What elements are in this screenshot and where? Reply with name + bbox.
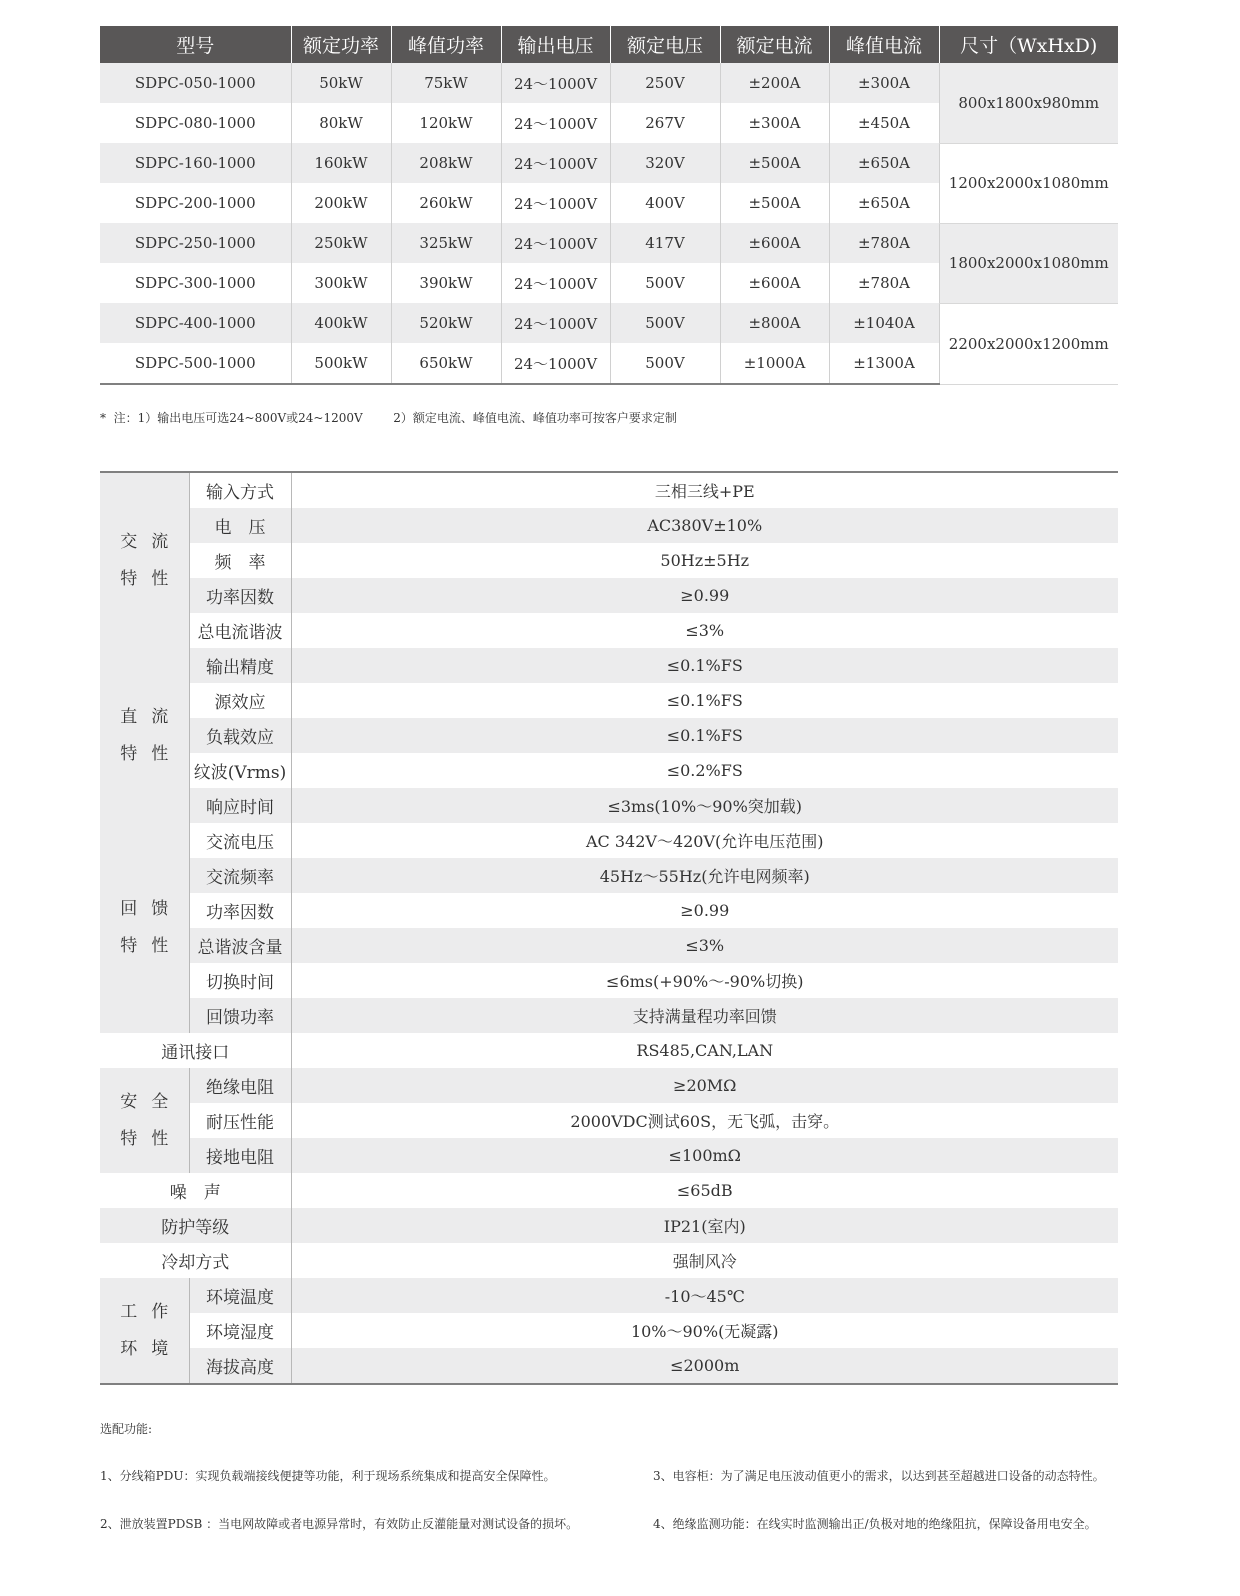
peak-power-cell: 390kW (391, 263, 501, 303)
size-cell: 1800x2000x1080mm (939, 223, 1118, 303)
peak-power-cell: 325kW (391, 223, 501, 263)
option-item: 4、绝缘监测功能：在线实时监测输出正/负极对地的绝缘阻抗，保障设备用电安全。 (653, 1517, 1097, 1531)
option-item: 2、泄放装置PDSB ：当电网故障或者电源异常时，有效防止反灌能量对测试设备的损坏。 (100, 1517, 579, 1531)
spec-row (100, 1173, 1118, 1208)
output-voltage-cell: 24～1000V (501, 63, 610, 103)
spec-row (100, 893, 1118, 928)
group-ac-label: 交流 特性 (100, 472, 189, 648)
spec-row (100, 1138, 1118, 1173)
rated-current-cell: ±500A (720, 183, 829, 223)
header-model: 型号 (100, 26, 291, 63)
output-voltage-cell: 24～1000V (501, 103, 610, 143)
spec-item: 环境湿度 (189, 1313, 291, 1348)
peak-power-cell: 75kW (391, 63, 501, 103)
rated-voltage-cell: 500V (610, 263, 720, 303)
output-voltage-cell: 24～1000V (501, 143, 610, 183)
spec-item: 交流频率 (189, 858, 291, 893)
spec-row (100, 823, 1118, 858)
rated-power-cell: 250kW (291, 223, 391, 263)
spec-row (100, 508, 1118, 543)
spec-value: 10%～90%(无凝露) (630, 1322, 779, 1341)
group-dc-label: 直流 特性 (100, 648, 189, 823)
model-cell: SDPC-160-1000 (100, 143, 291, 183)
spec-value: ≤65dB (676, 1181, 733, 1200)
rated-current-cell: ±800A (720, 303, 829, 343)
spec-item: 负载效应 (189, 718, 291, 753)
output-voltage-cell: 24～1000V (501, 223, 610, 263)
spec-value: ≥0.99 (291, 578, 1118, 613)
table-row (100, 223, 1118, 263)
spec-item: 输出精度 (189, 648, 291, 683)
group-env-label: 工作 环境 (100, 1278, 189, 1384)
spec-row (100, 928, 1118, 963)
spec-row (100, 718, 1118, 753)
spec-item: 输入方式 (189, 472, 291, 508)
rated-current-cell: ±1000A (720, 343, 829, 384)
peak-power-cell: 520kW (391, 303, 501, 343)
spec-value: ≤3% (291, 928, 1118, 963)
spec-row (100, 1208, 1118, 1243)
group-feedback-label: 回馈 特性 (100, 823, 189, 1033)
spec-value: 50Hz±5Hz (660, 551, 750, 570)
spec-value: 强制风冷 (672, 1252, 737, 1271)
spec-row (100, 963, 1118, 998)
rated-current-cell: ±600A (720, 263, 829, 303)
rated-voltage-cell: 400V (610, 183, 720, 223)
spec-value: 45Hz～55Hz(允许电网频率) (291, 858, 1118, 893)
group-safety-label: 安全 特性 (100, 1068, 189, 1173)
rated-power-cell: 80kW (291, 103, 391, 143)
rated-voltage-cell: 500V (610, 343, 720, 384)
spec-item: 绝缘电阻 (189, 1068, 291, 1103)
spec-item: 交流电压 (189, 823, 291, 858)
spec-row (100, 1033, 1118, 1068)
spec-value: 2000VDC测试60S，无飞弧，击穿。 (570, 1112, 840, 1131)
spec-row (100, 683, 1118, 718)
spec-value: ≤2000m (291, 1348, 1118, 1384)
header-peak-current: 峰值电流 (829, 26, 939, 63)
model-cell: SDPC-080-1000 (100, 103, 291, 143)
spec-row (100, 472, 1118, 508)
spec-value: ≤0.1%FS (291, 718, 1118, 753)
table-row (100, 63, 1118, 103)
spec-item: 源效应 (189, 683, 291, 718)
rated-power-cell: 300kW (291, 263, 391, 303)
header-rated-current: 额定电流 (720, 26, 829, 63)
spec-value: 支持满量程功率回馈 (291, 998, 1118, 1033)
spec-item: 总谐波含量 (189, 928, 291, 963)
table-footnote: * 注：1）输出电压可选24~800V或24~1200V 2）额定电流、峰值电流、峰值功率可按客户要求定制 (100, 411, 677, 425)
rated-current-cell: ±600A (720, 223, 829, 263)
electrical-spec-table (100, 471, 1118, 1385)
rated-voltage-cell: 417V (610, 223, 720, 263)
size-cell: 1200x2000x1080mm (939, 143, 1118, 223)
peak-current-cell: ±780A (829, 263, 939, 303)
rated-power-cell: 200kW (291, 183, 391, 223)
spec-value: RS485,CAN,LAN (636, 1041, 774, 1060)
size-cell: 2200x2000x1200mm (939, 303, 1118, 384)
spec-value: AC380V±10% (291, 508, 1118, 543)
model-cell: SDPC-400-1000 (100, 303, 291, 343)
model-table-header (100, 26, 1118, 63)
rated-power-cell: 400kW (291, 303, 391, 343)
spec-item: 接地电阻 (189, 1138, 291, 1173)
option-item: 1、分线箱PDU：实现负载端接线便捷等功能，利于现场系统集成和提高安全保障性。 (100, 1469, 556, 1483)
peak-current-cell: ±650A (829, 143, 939, 183)
spec-item: 海拔高度 (189, 1348, 291, 1384)
model-cell: SDPC-300-1000 (100, 263, 291, 303)
output-voltage-cell: 24～1000V (501, 183, 610, 223)
spec-item: 总电流谐波 (189, 613, 291, 648)
spec-item: 回馈功率 (189, 998, 291, 1033)
spec-item: 响应时间 (189, 788, 291, 823)
spec-row (100, 788, 1118, 823)
spec-row (100, 753, 1118, 788)
spec-item: 噪 声 (100, 1173, 291, 1208)
spec-item: 通讯接口 (100, 1033, 291, 1068)
peak-power-cell: 650kW (391, 343, 501, 384)
spec-value: ≥20MΩ (291, 1068, 1118, 1103)
spec-row (100, 998, 1118, 1033)
header-rated-voltage: 额定电压 (610, 26, 720, 63)
spec-item: 功率因数 (189, 893, 291, 928)
option-item: 3、电容柜：为了满足电压波动值更小的需求，以达到甚至超越进口设备的动态特性。 (653, 1469, 1105, 1483)
spec-value: ≤0.1%FS (291, 648, 1118, 683)
model-cell: SDPC-200-1000 (100, 183, 291, 223)
spec-row (100, 1068, 1118, 1103)
peak-current-cell: ±650A (829, 183, 939, 223)
spec-item: 环境温度 (189, 1278, 291, 1313)
peak-current-cell: ±1040A (829, 303, 939, 343)
header-rated-power: 额定功率 (291, 26, 391, 63)
output-voltage-cell: 24～1000V (501, 303, 610, 343)
table-row (100, 143, 1118, 183)
output-voltage-cell: 24～1000V (501, 263, 610, 303)
rated-voltage-cell: 267V (610, 103, 720, 143)
model-cell: SDPC-250-1000 (100, 223, 291, 263)
model-spec-table (100, 26, 1118, 385)
spec-row (100, 648, 1118, 683)
rated-power-cell: 160kW (291, 143, 391, 183)
peak-current-cell: ±450A (829, 103, 939, 143)
rated-voltage-cell: 320V (610, 143, 720, 183)
spec-row (100, 613, 1118, 648)
spec-item: 防护等级 (100, 1208, 291, 1243)
spec-row (100, 1313, 1118, 1348)
spec-item: 纹波(Vrms) (189, 753, 291, 788)
spec-row (100, 578, 1118, 613)
spec-value: 三相三线+PE (654, 482, 755, 501)
peak-current-cell: ±780A (829, 223, 939, 263)
rated-voltage-cell: 250V (610, 63, 720, 103)
rated-current-cell: ±200A (720, 63, 829, 103)
spec-value: ≤100mΩ (291, 1138, 1118, 1173)
spec-row (100, 858, 1118, 893)
peak-power-cell: 260kW (391, 183, 501, 223)
spec-value: -10～45℃ (291, 1278, 1118, 1313)
spec-value: AC 342V～420V(允许电压范围) (585, 832, 824, 851)
spec-row (100, 1348, 1118, 1384)
spec-value: ≤3ms(10%～90%突加载) (291, 788, 1118, 823)
spec-row (100, 543, 1118, 578)
options-title: 选配功能: (100, 1422, 153, 1436)
size-cell: 800x1800x980mm (939, 63, 1118, 143)
header-peak-power: 峰值功率 (391, 26, 501, 63)
output-voltage-cell: 24～1000V (501, 343, 610, 384)
rated-power-cell: 500kW (291, 343, 391, 384)
rated-voltage-cell: 500V (610, 303, 720, 343)
peak-current-cell: ±300A (829, 63, 939, 103)
spec-item: 电 压 (189, 508, 291, 543)
spec-value: IP21(室内) (291, 1208, 1118, 1243)
rated-current-cell: ±500A (720, 143, 829, 183)
peak-power-cell: 208kW (391, 143, 501, 183)
spec-item: 功率因数 (189, 578, 291, 613)
peak-power-cell: 120kW (391, 103, 501, 143)
spec-item: 冷却方式 (100, 1243, 291, 1278)
peak-current-cell: ±1300A (829, 343, 939, 384)
spec-item: 耐压性能 (189, 1103, 291, 1138)
spec-row (100, 1243, 1118, 1278)
spec-value: ≥0.99 (680, 901, 730, 920)
spec-value: ≤0.1%FS (666, 691, 743, 710)
header-size: 尺寸（WxHxD) (939, 26, 1118, 63)
spec-value: ≤3% (685, 621, 725, 640)
header-output-voltage: 输出电压 (501, 26, 610, 63)
model-cell: SDPC-500-1000 (100, 343, 291, 384)
spec-value: ≤6ms(+90%～-90%切换) (606, 972, 804, 991)
spec-item: 切换时间 (189, 963, 291, 998)
rated-current-cell: ±300A (720, 103, 829, 143)
spec-row (100, 1278, 1118, 1313)
spec-value: ≤0.2%FS (666, 761, 743, 780)
table-row (100, 303, 1118, 343)
rated-power-cell: 50kW (291, 63, 391, 103)
spec-item: 频 率 (189, 543, 291, 578)
model-cell: SDPC-050-1000 (100, 63, 291, 103)
spec-row (100, 1103, 1118, 1138)
